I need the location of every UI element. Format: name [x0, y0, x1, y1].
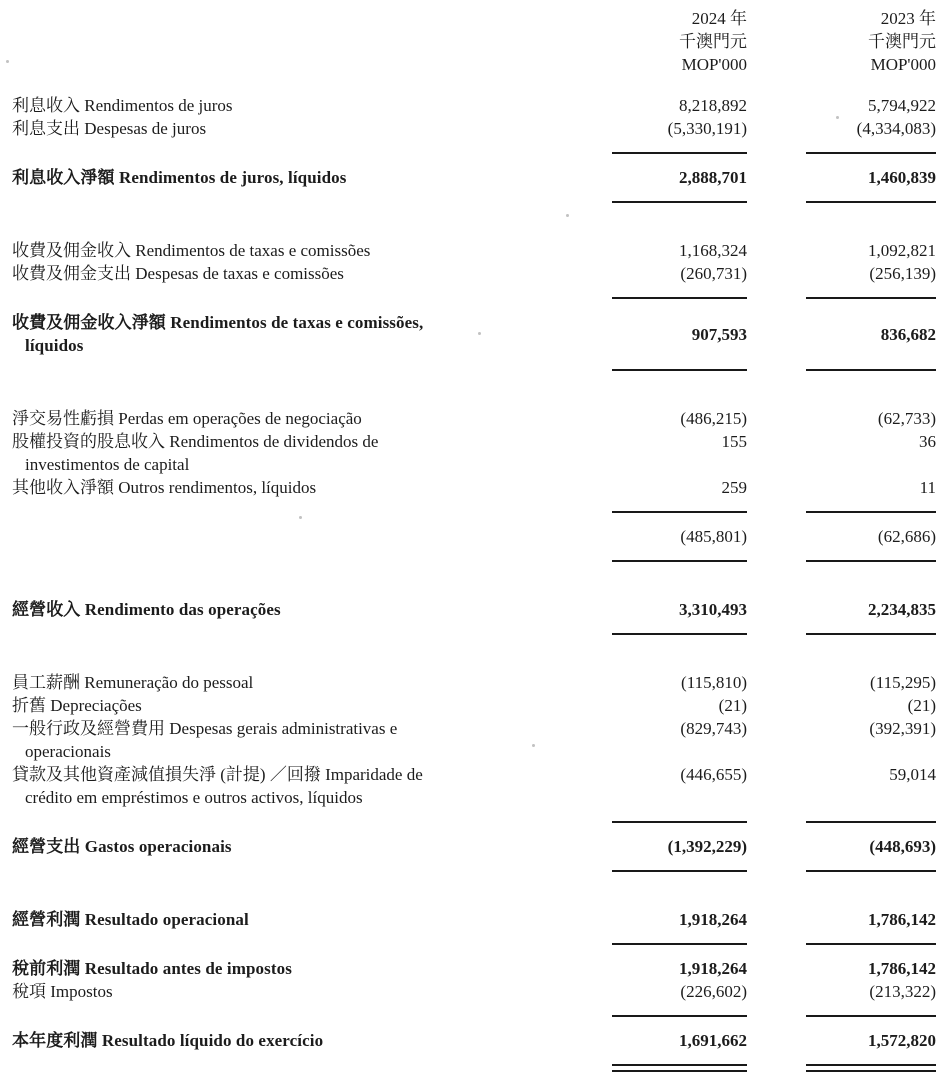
section-gap — [12, 383, 939, 407]
total-rule — [12, 560, 939, 562]
value-2023: 11 — [919, 478, 936, 497]
rule-line-2024 — [612, 297, 747, 299]
column-header-2024 — [612, 7, 747, 76]
row-label-line: 收費及佣金支出 Despesas de taxas e comissões — [12, 264, 344, 283]
column-gap — [747, 980, 806, 1003]
rule-cell-2023 — [806, 1015, 936, 1017]
column-gap — [747, 239, 806, 262]
row-label-line: 股權投資的股息收入 Rendimentos de dividendos de — [12, 432, 379, 451]
rule-cell-2023 — [806, 201, 936, 203]
statement-rows — [12, 94, 939, 1072]
value-2023: 1,092,821 — [868, 241, 936, 260]
value-2024: (486,215) — [680, 409, 747, 428]
row-label — [12, 262, 612, 285]
row-label-continuation: investimentos de capital — [25, 455, 190, 474]
row-label — [12, 1029, 612, 1052]
scan-speck — [6, 60, 9, 63]
value-2024: 2,888,701 — [679, 168, 747, 187]
column-gap — [747, 117, 806, 140]
rule-line-2023 — [806, 1015, 936, 1017]
value-2024: (829,743) — [680, 719, 747, 738]
column-gap — [747, 511, 806, 513]
column-gap — [747, 717, 806, 763]
rule-cell-2024 — [612, 152, 747, 154]
row-label-continuation: operacionais — [25, 742, 111, 761]
row-label — [12, 407, 612, 430]
value-2023: (256,139) — [869, 264, 936, 283]
row-label-line: 利息支出 Despesas de juros — [12, 119, 207, 138]
rule-label-spacer — [12, 201, 612, 203]
rule-line-2023 — [806, 152, 936, 154]
total-rule — [12, 152, 939, 154]
unit-cn-2024: 千澳門元 — [679, 32, 747, 51]
rule-line-2024 — [612, 369, 747, 371]
value-2024: 155 — [721, 432, 747, 451]
row-label-line: 收費及佣金收入淨額 Rendimentos de taxas e comissões, — [12, 313, 424, 332]
column-gap — [747, 908, 806, 931]
rule-line-2023 — [806, 369, 936, 371]
row-label — [12, 957, 612, 980]
rule-label-spacer — [12, 369, 612, 371]
value-2023: (21) — [907, 696, 936, 715]
statement-row — [12, 117, 939, 140]
column-gap — [747, 525, 806, 548]
column-gap — [747, 201, 806, 203]
rule-line-2024 — [612, 943, 747, 945]
statement-row — [12, 835, 939, 858]
value-2023: 5,794,922 — [868, 96, 936, 115]
value-2023: 1,786,142 — [868, 959, 936, 978]
value-2024: 259 — [721, 478, 747, 497]
row-label-line: 經營支出 Gastos operacionais — [12, 837, 232, 856]
rule-line-2023 — [806, 297, 936, 299]
row-label-line: 稅前利潤 Resultado antes de impostos — [12, 959, 292, 978]
column-gap — [747, 1064, 806, 1072]
rule-line-2024 — [612, 152, 747, 154]
rule-cell-2024 — [612, 943, 747, 945]
rule-cell-2024 — [612, 511, 747, 513]
row-label — [12, 694, 612, 717]
rule-label-spacer — [12, 943, 612, 945]
rule-cell-2023 — [806, 297, 936, 299]
statement-row — [12, 407, 939, 430]
rule-line-2024 — [612, 821, 747, 823]
column-gap — [747, 763, 806, 809]
total-rule — [12, 870, 939, 872]
total-rule — [12, 1015, 939, 1017]
value-2023: 1,786,142 — [868, 910, 936, 929]
year-2024: 2024 年 — [691, 9, 747, 28]
column-gap — [747, 1015, 806, 1017]
rule-line-2023 — [806, 633, 936, 635]
value-2024: 1,168,324 — [679, 241, 747, 260]
column-gap — [747, 7, 806, 76]
value-2024: 8,218,892 — [679, 96, 747, 115]
statement-row — [12, 525, 939, 548]
column-gap — [747, 870, 806, 872]
rule-cell-2024 — [612, 821, 747, 823]
value-2023: (4,334,083) — [856, 119, 936, 138]
rule-cell-2024 — [612, 633, 747, 635]
rule-cell-2023 — [806, 943, 936, 945]
rule-line-2023 — [806, 560, 936, 562]
section-gap — [12, 215, 939, 239]
column-gap — [747, 476, 806, 499]
rule-line-2024 — [612, 633, 747, 635]
rule-line-2023 — [806, 1064, 936, 1072]
column-gap — [747, 311, 806, 357]
value-2023: 36 — [919, 432, 936, 451]
total-rule — [12, 943, 939, 945]
row-label-line: 一般行政及經營費用 Despesas gerais administrativas e — [12, 719, 398, 738]
section-gap — [12, 884, 939, 908]
statement-row — [12, 311, 939, 357]
section-gap — [12, 647, 939, 671]
row-label-line: 利息收入 Rendimentos de juros — [12, 96, 233, 115]
column-gap — [747, 166, 806, 189]
rule-label-spacer — [12, 870, 612, 872]
statement-row — [12, 763, 939, 809]
value-2023: 1,460,839 — [868, 168, 936, 187]
rule-line-2024 — [612, 560, 747, 562]
row-label-continuation: líquidos — [25, 336, 84, 355]
rule-cell-2024 — [612, 1015, 747, 1017]
column-gap — [747, 943, 806, 945]
value-2024: (5,330,191) — [667, 119, 747, 138]
column-gap — [747, 152, 806, 154]
total-double-rule — [12, 1064, 939, 1072]
rule-label-spacer — [12, 297, 612, 299]
scan-speck — [532, 744, 535, 747]
rule-cell-2023 — [806, 152, 936, 154]
statement-row — [12, 166, 939, 189]
statement-row — [12, 94, 939, 117]
column-gap — [747, 835, 806, 858]
rule-line-2024 — [612, 201, 747, 203]
rule-line-2023 — [806, 821, 936, 823]
value-2023: (62,686) — [877, 527, 936, 546]
row-label-line: 淨交易性虧損 Perdas em operações de negociação — [12, 409, 362, 428]
statement-row — [12, 694, 939, 717]
total-rule — [12, 297, 939, 299]
rule-cell-2024 — [612, 560, 747, 562]
scan-speck — [478, 332, 481, 335]
row-label — [12, 525, 612, 548]
row-label — [12, 671, 612, 694]
value-2023: (392,391) — [869, 719, 936, 738]
row-label — [12, 94, 612, 117]
statement-row — [12, 908, 939, 931]
row-label — [12, 763, 612, 809]
statement-row — [12, 430, 939, 476]
statement-row — [12, 671, 939, 694]
value-2023: (448,693) — [869, 837, 936, 856]
rule-line-2024 — [612, 511, 747, 513]
row-label-continuation: crédito em empréstimos e outros activos, líquidos — [25, 788, 363, 807]
row-label-line: 其他收入淨額 Outros rendimentos, líquidos — [12, 478, 317, 497]
row-label-line: 稅項 Impostos — [12, 982, 113, 1001]
total-rule — [12, 369, 939, 371]
column-gap — [747, 1029, 806, 1052]
rule-label-spacer — [12, 633, 612, 635]
statement-row — [12, 957, 939, 980]
row-label-line: 折舊 Depreciações — [12, 696, 142, 715]
row-label — [12, 239, 612, 262]
rule-label-spacer — [12, 1015, 612, 1017]
header-label-spacer — [12, 7, 612, 76]
row-label — [12, 166, 612, 189]
statement-row — [12, 1029, 939, 1052]
row-label-line: 經營收入 Rendimento das operações — [12, 600, 281, 619]
row-label — [12, 908, 612, 931]
rule-cell-2024 — [612, 1064, 747, 1072]
column-gap — [747, 957, 806, 980]
value-2023: 836,682 — [880, 324, 936, 344]
value-2024: 1,918,264 — [679, 959, 747, 978]
rule-line-2023 — [806, 870, 936, 872]
rule-cell-2024 — [612, 201, 747, 203]
row-label-line: 收費及佣金收入 Rendimentos de taxas e comissões — [12, 241, 371, 260]
row-label — [12, 717, 612, 763]
column-gap — [747, 297, 806, 299]
statement-row — [12, 262, 939, 285]
column-header-2023 — [806, 7, 936, 76]
scan-speck — [566, 214, 569, 217]
value-2024: 907,593 — [691, 324, 747, 344]
rule-line-2024 — [612, 1064, 747, 1072]
row-label — [12, 430, 612, 476]
value-2024: (1,392,229) — [667, 837, 747, 856]
row-label — [12, 311, 612, 357]
rule-label-spacer — [12, 152, 612, 154]
row-label — [12, 117, 612, 140]
rule-line-2024 — [612, 870, 747, 872]
column-gap — [747, 262, 806, 285]
column-gap — [747, 94, 806, 117]
statement-row — [12, 239, 939, 262]
total-rule — [12, 201, 939, 203]
value-2023: (115,295) — [870, 673, 936, 692]
scan-speck — [836, 116, 839, 119]
rule-cell-2023 — [806, 821, 936, 823]
value-2024: 1,691,662 — [679, 1031, 747, 1050]
column-gap — [747, 598, 806, 621]
column-gap — [747, 694, 806, 717]
section-gap — [12, 574, 939, 598]
statement-row — [12, 476, 939, 499]
total-rule — [12, 511, 939, 513]
value-2024: (260,731) — [680, 264, 747, 283]
rule-cell-2023 — [806, 511, 936, 513]
value-2023: 59,014 — [889, 765, 936, 784]
row-label-line: 經營利潤 Resultado operacional — [12, 910, 249, 929]
column-gap — [747, 430, 806, 476]
rule-cell-2023 — [806, 560, 936, 562]
row-label — [12, 980, 612, 1003]
unit-en-2023: MOP'000 — [870, 55, 936, 74]
column-gap — [747, 671, 806, 694]
rule-label-spacer — [12, 1064, 612, 1072]
row-label-line: 本年度利潤 Resultado líquido do exercício — [12, 1031, 324, 1050]
row-label-line: 利息收入淨額 Rendimentos de juros, líquidos — [12, 168, 347, 187]
rule-cell-2024 — [612, 369, 747, 371]
value-2023: 2,234,835 — [868, 600, 936, 619]
statement-row — [12, 980, 939, 1003]
column-gap — [747, 633, 806, 635]
row-label-line: 貸款及其他資產減值損失淨 (計提) ／回撥 Imparidade de — [12, 765, 423, 784]
column-gap — [747, 560, 806, 562]
rule-label-spacer — [12, 821, 612, 823]
unit-cn-2023: 千澳門元 — [868, 32, 936, 51]
total-rule — [12, 633, 939, 635]
column-gap — [747, 369, 806, 371]
rule-label-spacer — [12, 560, 612, 562]
rule-cell-2024 — [612, 870, 747, 872]
row-label-line: 員工薪酬 Remuneração do pessoal — [12, 673, 254, 692]
rule-cell-2023 — [806, 870, 936, 872]
rule-cell-2023 — [806, 369, 936, 371]
value-2023: (213,322) — [869, 982, 936, 1001]
rule-line-2023 — [806, 201, 936, 203]
rule-line-2023 — [806, 943, 936, 945]
column-gap — [747, 821, 806, 823]
row-label — [12, 598, 612, 621]
statement-row — [12, 598, 939, 621]
value-2024: (485,801) — [680, 527, 747, 546]
unit-en-2024: MOP'000 — [681, 55, 747, 74]
rule-label-spacer — [12, 511, 612, 513]
value-2024: (446,655) — [680, 765, 747, 784]
column-headers — [12, 7, 939, 76]
rule-cell-2023 — [806, 633, 936, 635]
value-2024: (21) — [718, 696, 747, 715]
value-2024: 1,918,264 — [679, 910, 747, 929]
value-2024: (115,810) — [681, 673, 747, 692]
rule-line-2023 — [806, 511, 936, 513]
value-2024: (226,602) — [680, 982, 747, 1001]
row-label — [12, 835, 612, 858]
value-2023: (62,733) — [877, 409, 936, 428]
rule-cell-2024 — [612, 297, 747, 299]
statement-row — [12, 717, 939, 763]
total-rule — [12, 821, 939, 823]
scan-speck — [299, 516, 302, 519]
year-2023: 2023 年 — [880, 9, 936, 28]
rule-cell-2023 — [806, 1064, 936, 1072]
column-gap — [747, 407, 806, 430]
rule-line-2024 — [612, 1015, 747, 1017]
value-2024: 3,310,493 — [679, 600, 747, 619]
row-label — [12, 476, 612, 499]
value-2023: 1,572,820 — [868, 1031, 936, 1050]
